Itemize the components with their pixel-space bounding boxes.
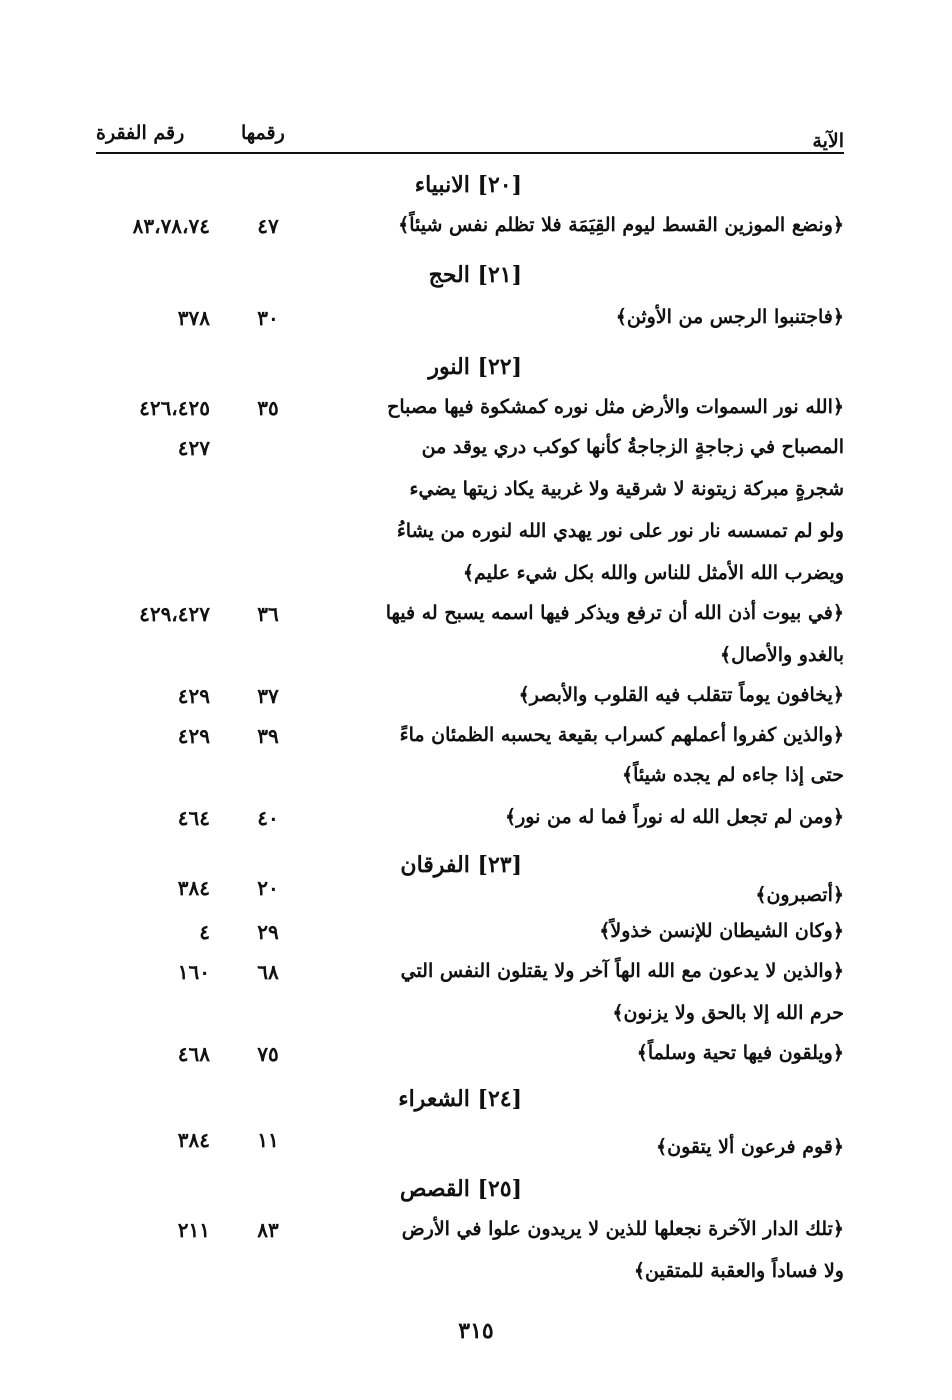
surah-heading-row <box>0 354 952 394</box>
verse-row <box>0 1218 952 1258</box>
surah-heading-row <box>0 172 952 212</box>
verse-row <box>0 214 952 254</box>
header-paragraph-number: رقم الفقرة <box>96 122 185 144</box>
verse-row <box>0 396 952 436</box>
paragraph-number: ١٦٠ <box>177 960 210 984</box>
verse-text: حرم الله إلا بالحق ولا يزنون﴾ <box>612 1002 844 1024</box>
verse-text: ﴿تلك الدار الآخرة نجعلها للذين لا يريدون علوا في الأرض <box>401 1218 844 1240</box>
paragraph-number: ٤٢٩ <box>177 724 210 748</box>
verse-text: ﴿الله نور السموات والأرض مثل نوره كمشكوة فيها مصباح <box>387 396 844 418</box>
verse-number: ٣٧ <box>257 684 279 708</box>
verse-text: ولا فساداً والعقبة للمتقين﴾ <box>633 1260 844 1282</box>
verse-number: ٣٩ <box>257 724 279 748</box>
verse-number: ٣٠ <box>257 306 279 330</box>
header-ayah: الآية <box>812 130 844 152</box>
surah-heading: [٢١] الحج <box>428 262 522 288</box>
surah-heading: [٢٣] الفرقان <box>400 852 522 878</box>
verse-row <box>0 920 952 960</box>
surah-heading: [٢٠] الانبياء <box>414 172 522 198</box>
paragraph-number: ٤٢٦،٤٢٥ <box>139 396 210 420</box>
verse-row <box>0 478 952 518</box>
verse-number: ٤٠ <box>257 806 279 830</box>
verse-row <box>0 562 952 602</box>
surah-heading-row <box>0 1176 952 1216</box>
verse-text: ﴿في بيوت أذن الله أن ترفع ويذكر فيها اسمه يسبح له فيها <box>385 602 844 624</box>
paragraph-number: ٤٢٧ <box>177 436 210 460</box>
verse-text: ﴿والذين كفروا أعملهم كسراب بقيعة يحسبه الظمئان ماءً <box>399 724 844 746</box>
verse-text: ويضرب الله الأمثل للناس والله بكل شيء عليم﴾ <box>462 562 844 584</box>
verse-text: ﴿يخافون يوماً تتقلب فيه القلوب والأبصر﴾ <box>518 684 844 706</box>
verse-row <box>0 436 952 476</box>
verse-row <box>0 306 952 346</box>
verse-row <box>0 644 952 684</box>
verse-row <box>0 1260 952 1300</box>
paragraph-number: ٨٣،٧٨،٧٤ <box>132 214 210 238</box>
surah-heading: [٢٥] القصص <box>399 1176 522 1202</box>
verse-row <box>0 960 952 1000</box>
verse-text: شجرةٍ مبركة زيتونة لا شرقية ولا غربية يكاد زيتها يضيء <box>409 478 844 500</box>
verse-row <box>0 1002 952 1042</box>
paragraph-number: ٤ <box>199 920 210 944</box>
page-number: ٣١٥ <box>458 1318 494 1344</box>
paragraph-number: ٣٧٨ <box>177 306 210 330</box>
verse-row <box>0 684 952 724</box>
verse-number: ٦٨ <box>257 960 279 984</box>
header-verse-number: رقمها <box>241 122 285 144</box>
verse-row <box>0 884 952 924</box>
verse-number: ٢٠ <box>257 876 279 900</box>
verse-text: ولو لم تمسسه نار نور على نور يهدي الله لنوره من يشاءُ <box>396 520 844 542</box>
verse-text: ﴿ويلقون فيها تحية وسلماً﴾ <box>636 1042 844 1064</box>
surah-heading: [٢٤] الشعراء <box>398 1086 522 1112</box>
verse-number: ٤٧ <box>257 214 279 238</box>
surah-heading: [٢٢] النور <box>428 354 522 380</box>
paragraph-number: ٤٢٩،٤٢٧ <box>139 602 210 626</box>
verse-number: ٣٦ <box>257 602 279 626</box>
verse-number: ٢٩ <box>257 920 279 944</box>
table-header <box>96 118 844 154</box>
verse-text: ﴿ومن لم تجعل الله له نوراً فما له من نور﴾ <box>505 806 844 828</box>
verse-row <box>0 520 952 560</box>
verse-text: المصباح في زجاجةٍ الزجاجةُ كأنها كوكب دري يوقد من <box>421 436 844 458</box>
verse-number: ٨٣ <box>257 1218 279 1242</box>
verse-row <box>0 764 952 804</box>
verse-row <box>0 724 952 764</box>
paragraph-number: ٤٦٨ <box>177 1042 210 1066</box>
verse-number: ١١ <box>257 1128 279 1152</box>
verse-text: ﴿أتصبرون﴾ <box>755 884 844 906</box>
verse-text: حتى إذا جاءه لم يجده شيئاً﴾ <box>621 764 844 786</box>
surah-heading-row <box>0 262 952 302</box>
verse-number: ٣٥ <box>257 396 279 420</box>
verse-text: ﴿ونضع الموزين القسط ليوم القِيَمَة فلا تظلم نفس شيئاً﴾ <box>398 214 844 236</box>
verse-row <box>0 1136 952 1176</box>
verse-text: ﴿قوم فرعون ألا يتقون﴾ <box>656 1136 844 1158</box>
surah-heading-row <box>0 1086 952 1126</box>
verse-text: ﴿وكان الشيطان للإنسن خذولاً﴾ <box>599 920 844 942</box>
header-rule <box>96 152 844 154</box>
verse-text: بالغدو والأصال﴾ <box>720 644 844 666</box>
paragraph-number: ٣٨٤ <box>177 876 210 900</box>
paragraph-number: ٤٢٩ <box>177 684 210 708</box>
paragraph-number: ٢١١ <box>177 1218 210 1242</box>
verse-row <box>0 1042 952 1082</box>
paragraph-number: ٤٦٤ <box>177 806 210 830</box>
verse-row <box>0 806 952 846</box>
verse-text: ﴿فاجتنبوا الرجس من الأوثن﴾ <box>615 306 844 328</box>
verse-text: ﴿والذين لا يدعون مع الله الهاً آخر ولا يقتلون النفس التي <box>400 960 844 982</box>
paragraph-number: ٣٨٤ <box>177 1128 210 1152</box>
verse-number: ٧٥ <box>257 1042 279 1066</box>
verse-row <box>0 602 952 642</box>
